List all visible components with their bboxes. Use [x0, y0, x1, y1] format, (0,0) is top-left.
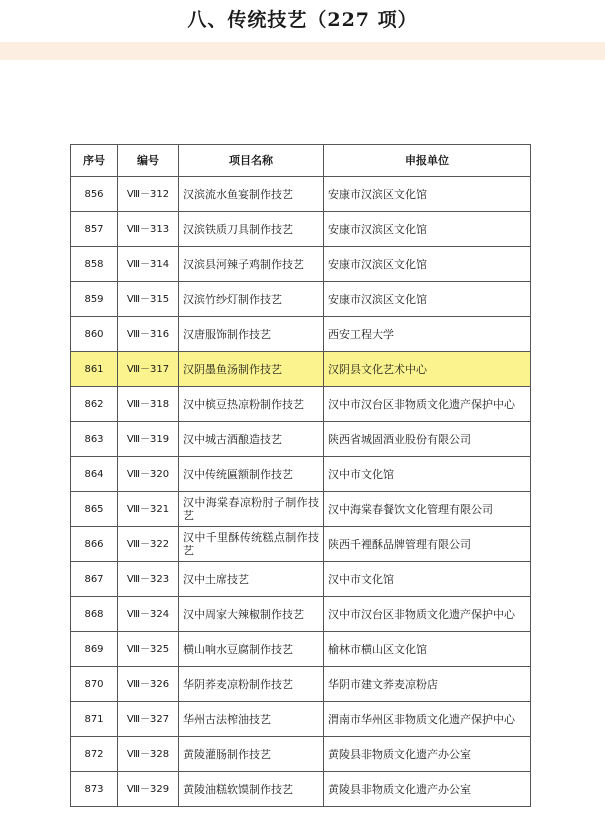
table-row	[71, 772, 531, 807]
cell-project-name: 汉中土席技艺	[179, 562, 324, 597]
cell-serial: 865	[71, 492, 118, 527]
cell-code: Ⅷ－329	[118, 772, 179, 807]
cell-serial: 863	[71, 422, 118, 457]
cell-serial: 859	[71, 282, 118, 317]
cell-applicant-unit: 汉中市文化馆	[324, 562, 531, 597]
cell-project-name: 汉阴墨鱼汤制作技艺	[179, 352, 324, 387]
cell-project-name: 汉滨流水鱼宴制作技艺	[179, 177, 324, 212]
cell-code: Ⅷ－321	[118, 492, 179, 527]
header-applicant-unit: 申报单位	[324, 145, 531, 177]
table-row	[71, 702, 531, 737]
cell-project-name: 黄陵灌肠制作技艺	[179, 737, 324, 772]
cell-code: Ⅷ－312	[118, 177, 179, 212]
cell-applicant-unit: 西安工程大学	[324, 317, 531, 352]
cell-project-name: 汉滨县河辣子鸡制作技艺	[179, 247, 324, 282]
table-row	[71, 247, 531, 282]
cell-code: Ⅷ－324	[118, 597, 179, 632]
header-band	[0, 42, 605, 60]
cell-applicant-unit: 渭南市华州区非物质文化遗产保护中心	[324, 702, 531, 737]
cell-serial: 869	[71, 632, 118, 667]
cell-project-name: 横山响水豆腐制作技艺	[179, 632, 324, 667]
table-row	[71, 422, 531, 457]
table-row	[71, 387, 531, 422]
cell-code: Ⅷ－323	[118, 562, 179, 597]
cell-project-name: 汉中传统匾额制作技艺	[179, 457, 324, 492]
cell-code: Ⅷ－315	[118, 282, 179, 317]
cell-project-name: 汉中城古酒酿造技艺	[179, 422, 324, 457]
cell-serial: 867	[71, 562, 118, 597]
cell-serial: 871	[71, 702, 118, 737]
table-row	[71, 457, 531, 492]
cell-applicant-unit: 安康市汉滨区文化馆	[324, 282, 531, 317]
cell-applicant-unit: 汉阴县文化艺术中心	[324, 352, 531, 387]
table-body	[71, 177, 531, 807]
cell-project-name: 汉滨铁质刀具制作技艺	[179, 212, 324, 247]
header-project-name: 项目名称	[179, 145, 324, 177]
cell-code: Ⅷ－327	[118, 702, 179, 737]
cell-code: Ⅷ－325	[118, 632, 179, 667]
header-code: 编号	[118, 145, 179, 177]
table-row	[71, 562, 531, 597]
cell-project-name: 黄陵油糕软馍制作技艺	[179, 772, 324, 807]
cell-applicant-unit: 安康市汉滨区文化馆	[324, 212, 531, 247]
cell-code: Ⅷ－317	[118, 352, 179, 387]
cell-serial: 857	[71, 212, 118, 247]
cell-serial: 866	[71, 527, 118, 562]
cell-code: Ⅷ－326	[118, 667, 179, 702]
table-row	[71, 352, 531, 387]
cell-project-name: 汉中槟豆热凉粉制作技艺	[179, 387, 324, 422]
cell-serial: 864	[71, 457, 118, 492]
heritage-table	[70, 144, 531, 807]
cell-code: Ⅷ－322	[118, 527, 179, 562]
cell-code: Ⅷ－320	[118, 457, 179, 492]
table-row	[71, 177, 531, 212]
cell-applicant-unit: 汉中海棠春餐饮文化管理有限公司	[324, 492, 531, 527]
cell-applicant-unit: 黄陵县非物质文化遗产办公室	[324, 772, 531, 807]
page-title: 八、传统技艺（227 项）	[187, 9, 418, 31]
cell-project-name: 汉中周家大辣椒制作技艺	[179, 597, 324, 632]
header-serial: 序号	[71, 145, 118, 177]
cell-applicant-unit: 华阴市建文荞麦凉粉店	[324, 667, 531, 702]
cell-project-name: 汉中千里酥传统糕点制作技艺	[179, 527, 324, 562]
table-row	[71, 212, 531, 247]
cell-applicant-unit: 榆林市横山区文化馆	[324, 632, 531, 667]
table-row	[71, 317, 531, 352]
cell-code: Ⅷ－319	[118, 422, 179, 457]
cell-applicant-unit: 安康市汉滨区文化馆	[324, 177, 531, 212]
cell-serial: 868	[71, 597, 118, 632]
table-row	[71, 597, 531, 632]
cell-project-name: 汉中海棠春凉粉肘子制作技艺	[179, 492, 324, 527]
cell-serial: 862	[71, 387, 118, 422]
cell-project-name: 华阴荞麦凉粉制作技艺	[179, 667, 324, 702]
cell-serial: 858	[71, 247, 118, 282]
cell-code: Ⅷ－318	[118, 387, 179, 422]
cell-applicant-unit: 安康市汉滨区文化馆	[324, 247, 531, 282]
cell-applicant-unit: 汉中市文化馆	[324, 457, 531, 492]
cell-project-name: 华州古法榨油技艺	[179, 702, 324, 737]
cell-applicant-unit: 陕西千裡酥品牌管理有限公司	[324, 527, 531, 562]
cell-applicant-unit: 黄陵县非物质文化遗产办公室	[324, 737, 531, 772]
table-row	[71, 632, 531, 667]
cell-applicant-unit: 陕西省城固酒业股份有限公司	[324, 422, 531, 457]
cell-project-name: 汉唐服饰制作技艺	[179, 317, 324, 352]
cell-code: Ⅷ－313	[118, 212, 179, 247]
table-row	[71, 667, 531, 702]
table-row	[71, 282, 531, 317]
cell-serial: 861	[71, 352, 118, 387]
cell-code: Ⅷ－328	[118, 737, 179, 772]
table-row	[71, 527, 531, 562]
cell-applicant-unit: 汉中市汉台区非物质文化遗产保护中心	[324, 597, 531, 632]
table-header-row	[71, 145, 531, 177]
table-row	[71, 737, 531, 772]
cell-serial: 872	[71, 737, 118, 772]
cell-code: Ⅷ－314	[118, 247, 179, 282]
cell-serial: 860	[71, 317, 118, 352]
cell-serial: 873	[71, 772, 118, 807]
table-row	[71, 492, 531, 527]
cell-serial: 856	[71, 177, 118, 212]
cell-code: Ⅷ－316	[118, 317, 179, 352]
cell-applicant-unit: 汉中市汉台区非物质文化遗产保护中心	[324, 387, 531, 422]
cell-serial: 870	[71, 667, 118, 702]
cell-project-name: 汉滨竹纱灯制作技艺	[179, 282, 324, 317]
